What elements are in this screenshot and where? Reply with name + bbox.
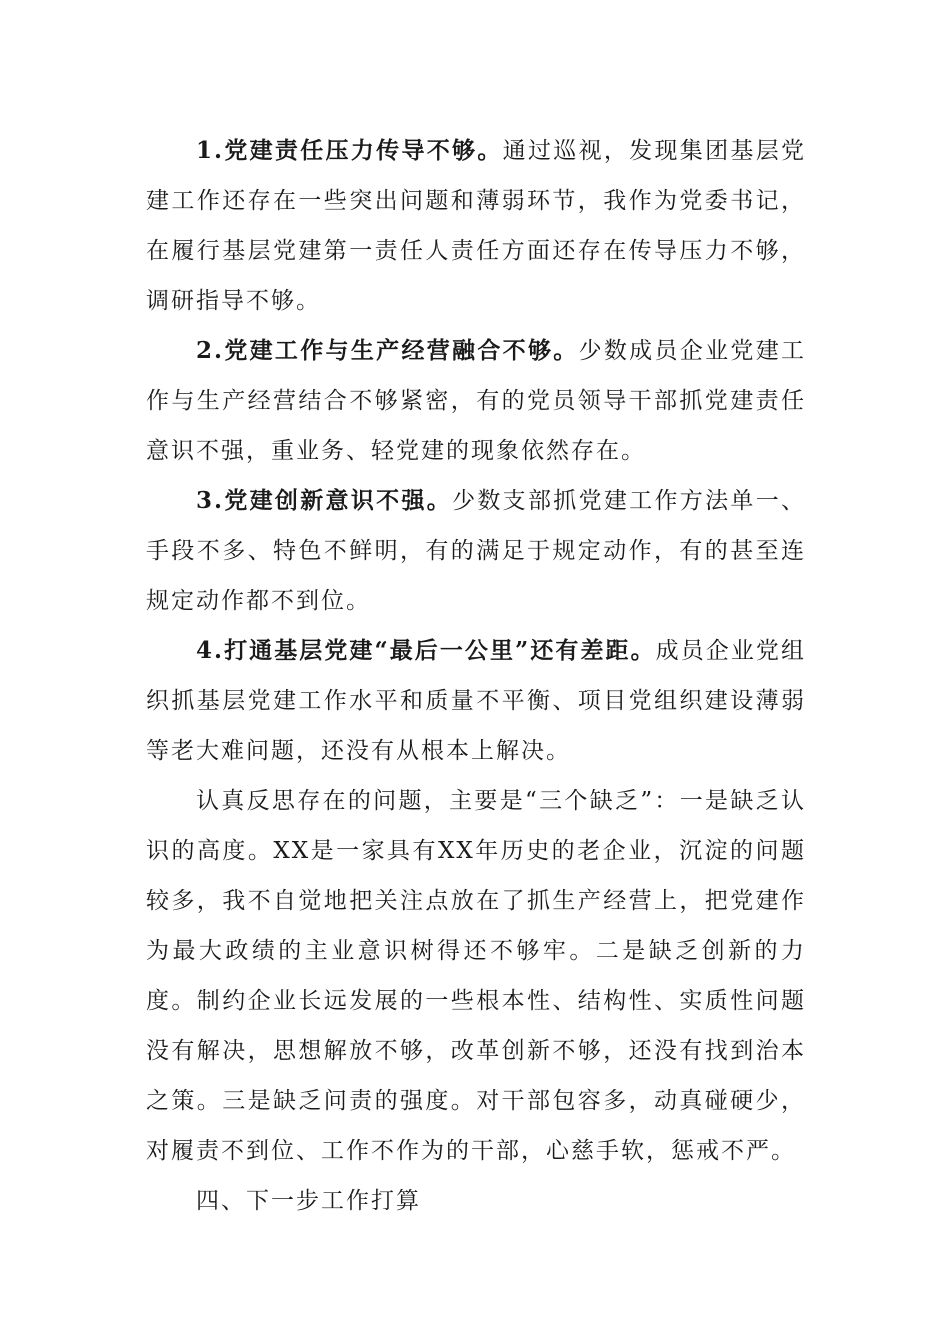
- paragraph-2-heading: 2.党建工作与生产经营融合不够。: [196, 337, 579, 364]
- section-heading-next-steps: [146, 1176, 806, 1226]
- paragraph-2: [146, 326, 806, 476]
- paragraph-4-text: 成员企业党组织抓基层党建工作水平和质量不平衡、项目党组织建设薄弱等老大难问题，还没有从根本上解决。: [146, 638, 806, 764]
- paragraph-4-heading: 4.打通基层党建“最后一公里”还有差距。: [196, 637, 656, 664]
- paragraph-3-heading: 3.党建创新意识不强。: [196, 487, 453, 514]
- section-heading-text: 四、下一步工作打算: [196, 1188, 421, 1214]
- paragraph-2-text: 少数成员企业党建工作与生产经营结合不够紧密，有的党员领导干部抓党建责任意识不强，重业务、轻党建的现象依然存在。: [146, 338, 807, 464]
- paragraph-reflection: [146, 776, 806, 1176]
- paragraph-3-text: 少数支部抓党建工作方法单一、手段不多、特色不鲜明，有的满足于规定动作，有的甚至连规定动作都不到位。: [146, 488, 807, 614]
- paragraph-1-text: 通过巡视，发现集团基层党建工作还存在一些突出问题和薄弱环节，我作为党委书记，在履行基层党建第一责任人责任方面还存在传导压力不够，调研指导不够。: [146, 138, 806, 314]
- document-body: [146, 126, 806, 1226]
- paragraph-1-heading: 1.党建责任压力传导不够。: [196, 137, 503, 164]
- paragraph-3: [146, 476, 806, 626]
- paragraph-4: [146, 626, 806, 776]
- paragraph-reflection-text: 认真反思存在的问题，主要是“三个缺乏”：一是缺乏认识的高度。XX是一家具有XX年历史的老企业，沉淀的问题较多，我不自觉地把关注点放在了抓生产经营上，把党建作为最大政绩的主业意识树得还不够牢。二是缺乏创新的力度。制约企业长远发展的一些根本性、结构性、实质性问题没有解决，思想解放不够，改革创新不够，还没有找到治本之策。三是缺乏问责的强度。对干部包容多，动真碰硬少，对履责不到位、工作不作为的干部，心慈手软，惩戒不严。: [146, 788, 806, 1164]
- paragraph-1: [146, 126, 806, 326]
